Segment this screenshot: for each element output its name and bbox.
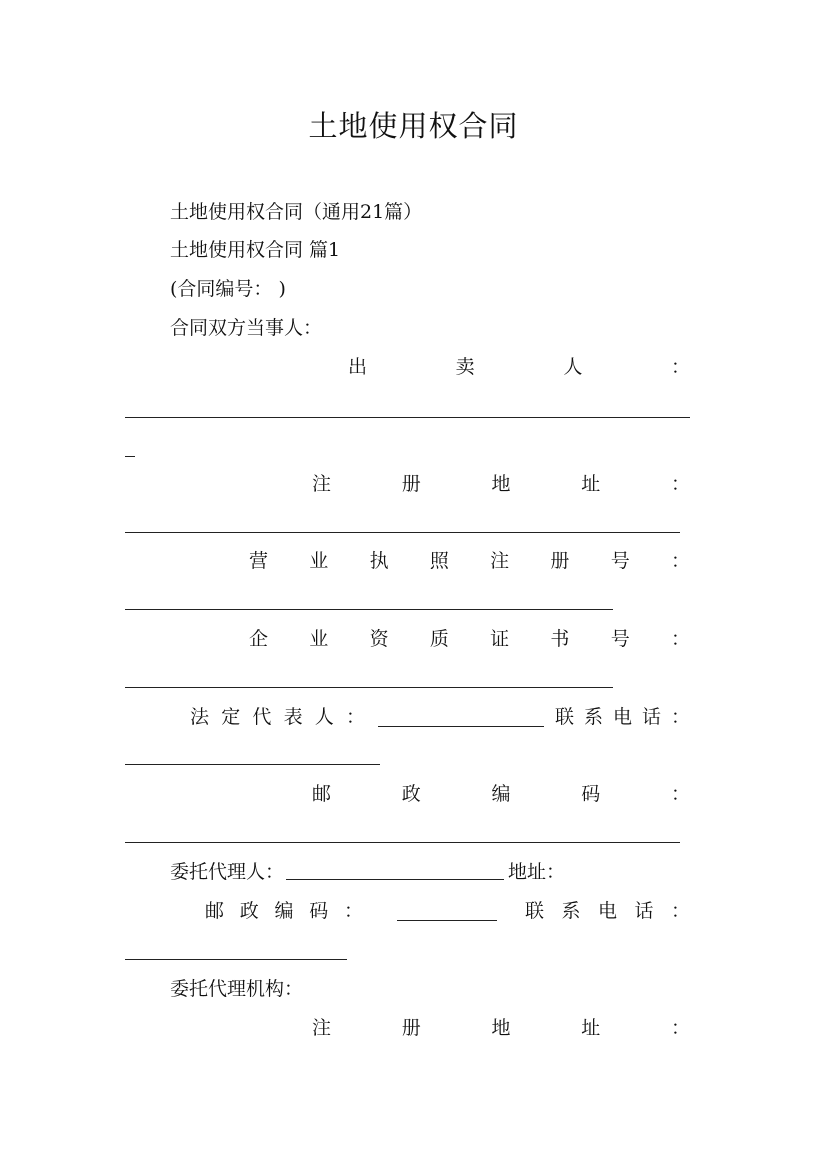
seller-blank-line-tail [125,456,135,457]
legal-rep-label: 法 定 代 表 人 ： [190,706,365,728]
section-heading: 土地使用权合同 篇1 [170,239,341,261]
postal-code-blank-line [125,842,680,843]
qualification-no-label: 企 业 资 质 证 书 号 ： [249,628,690,650]
agent-phone-label: 联 系 电 话 ： [525,900,690,922]
document-subtitle: 土地使用权合同（通用21篇） [170,201,423,223]
parties-intro: 合同双方当事人： [170,317,323,339]
agent-postal-blank-line [397,920,497,921]
agent-blank-line [286,879,504,880]
qualification-no-blank-line [125,687,613,688]
reg-address-blank-line [125,532,680,533]
contact-phone-label: 联 系 电 话 ： [555,706,690,728]
agent-label: 委托代理人： [170,861,285,883]
address-label: 地址： [508,861,566,883]
agent-phone-blank-line [125,959,347,960]
document-title: 土地使用权合同 [308,109,519,143]
agency-reg-address-label: 注 册 地 址 ： [312,1017,690,1039]
license-no-blank-line [125,609,613,610]
reg-address-label: 注 册 地 址 ： [312,473,690,495]
seller-label: 出 卖 人 ： [348,356,690,378]
agent-line [170,860,565,884]
seller-blank-line [125,417,690,418]
legal-rep-blank-line [378,726,544,727]
license-no-label: 营 业 执 照 注 册 号 ： [249,550,690,572]
contact-phone-blank-line [125,764,380,765]
agency-label: 委托代理机构： [170,978,304,1000]
agent-postal-label: 邮 政 编 码 ： [205,900,363,922]
contract-number: (合同编号： ) [170,278,286,300]
postal-code-label: 邮 政 编 码 ： [312,783,690,805]
